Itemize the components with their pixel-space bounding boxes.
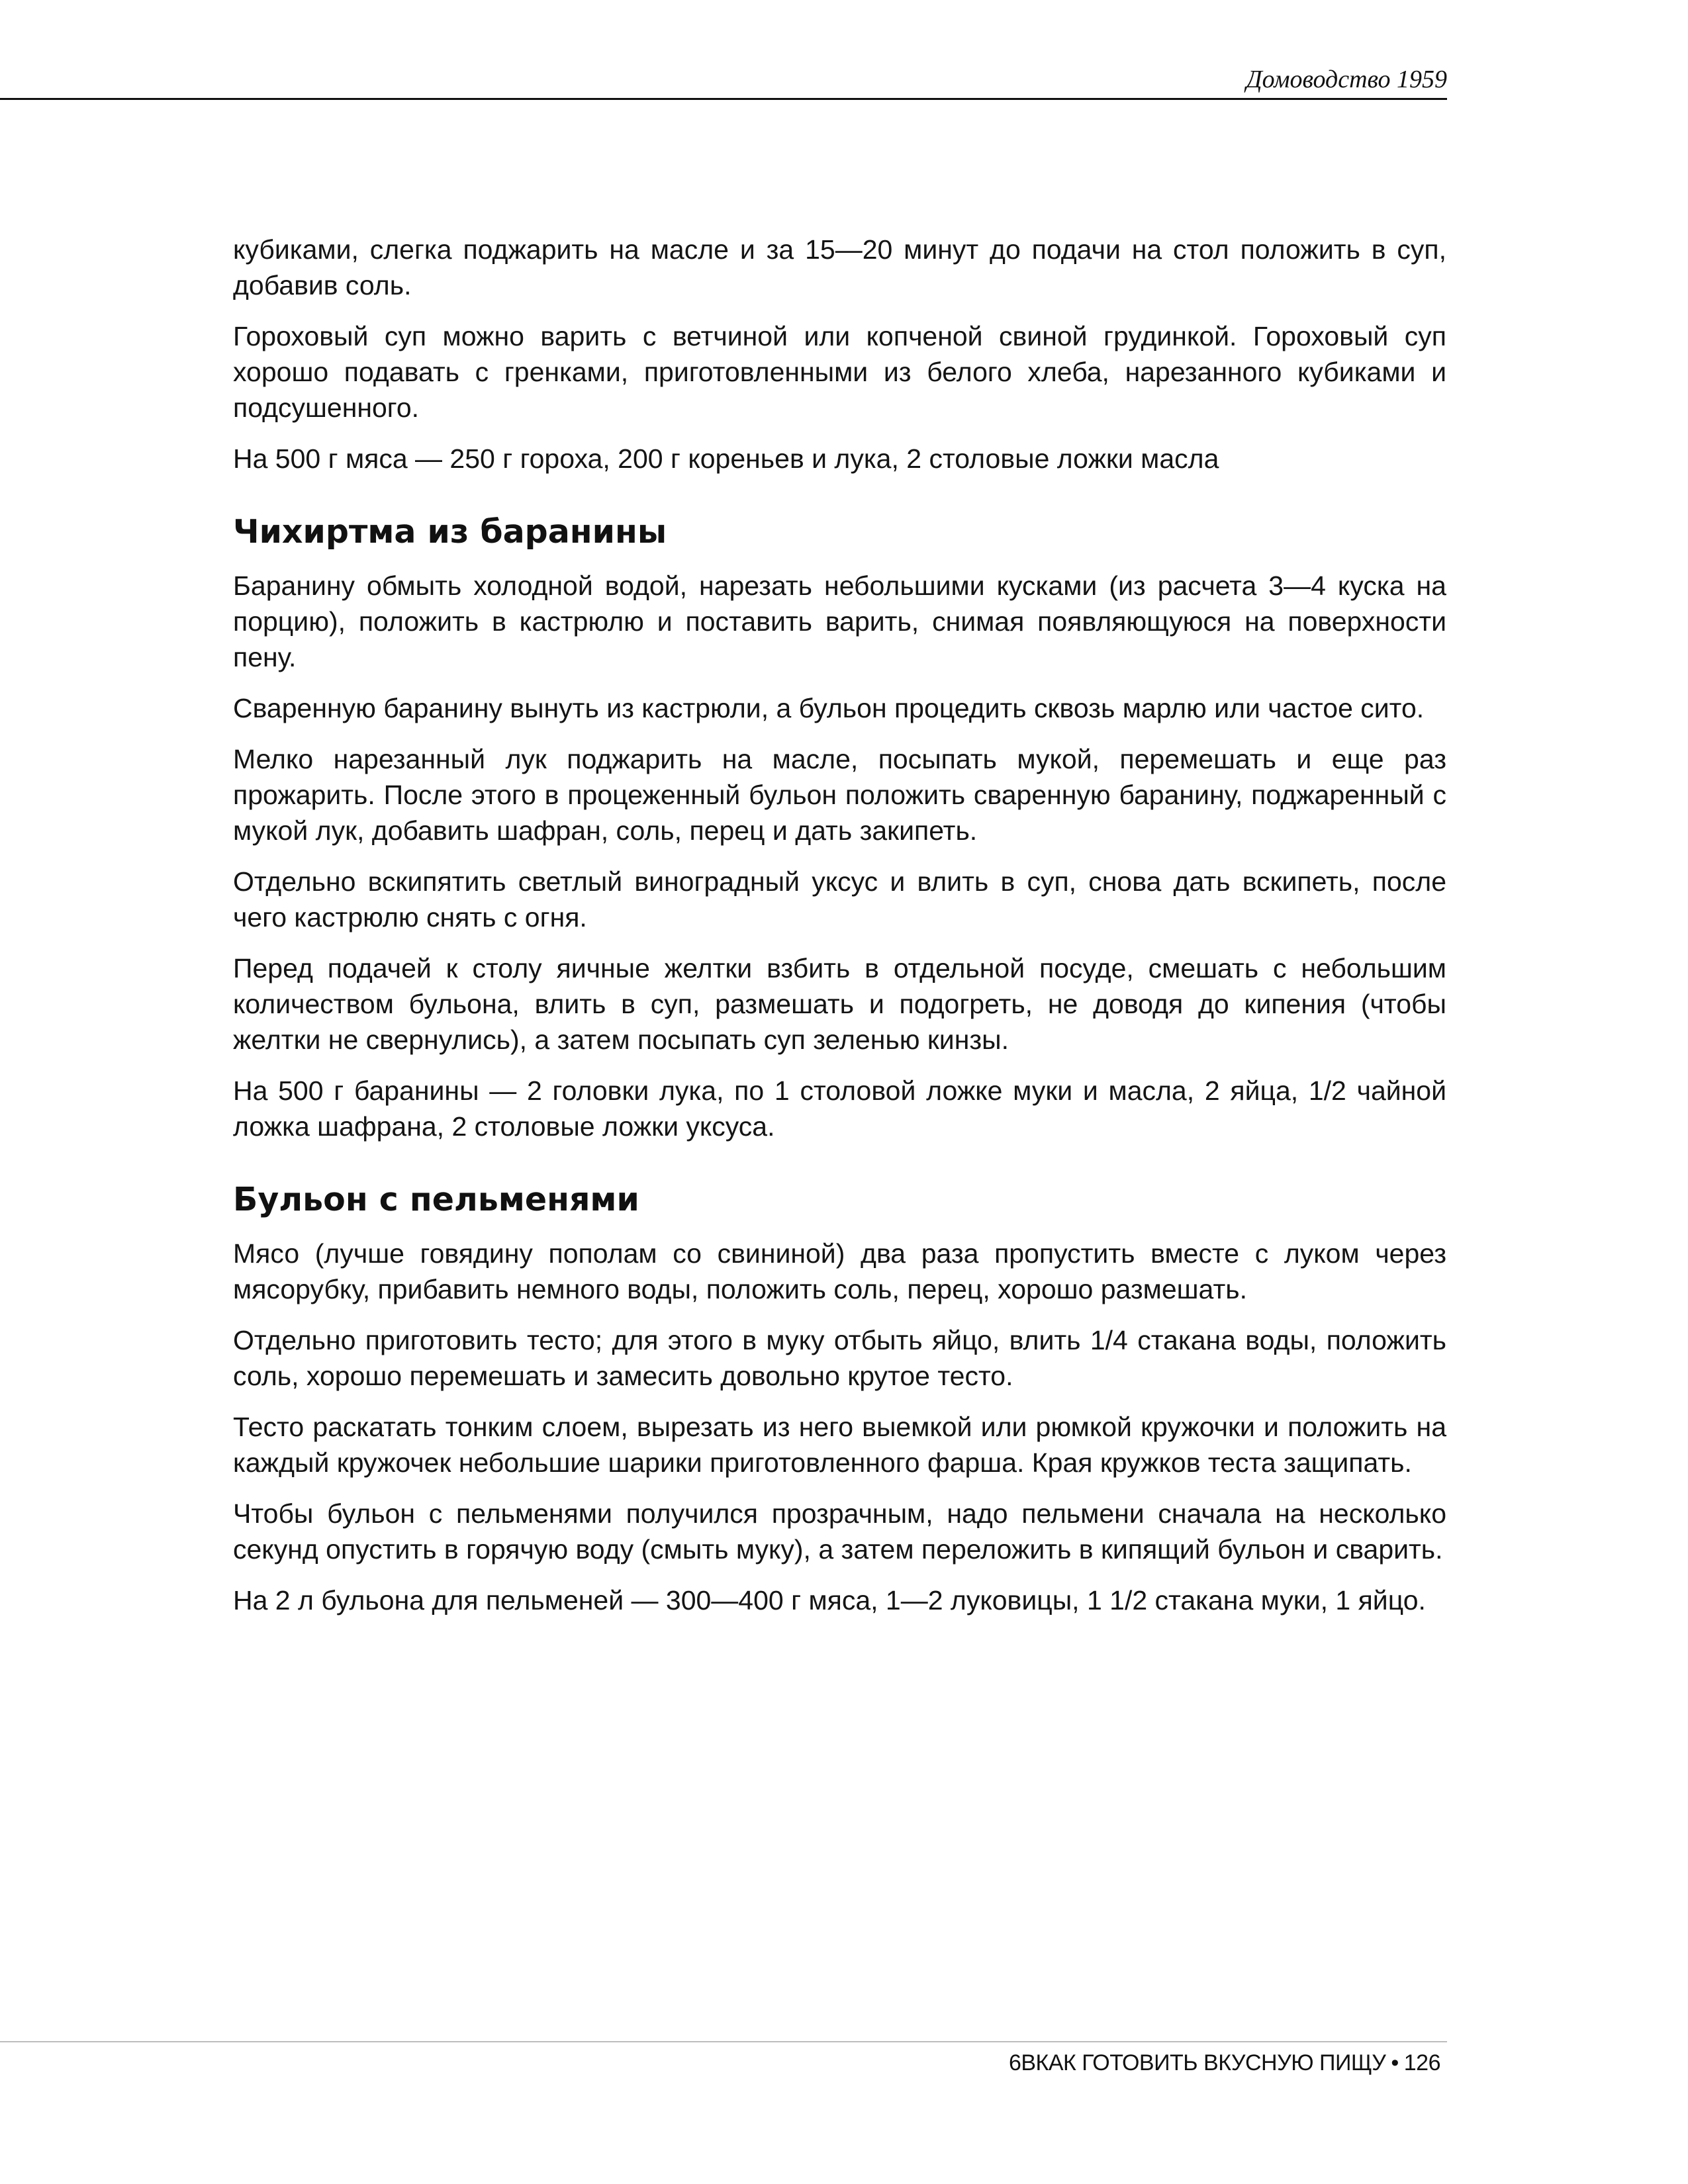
paragraph: кубиками, слегка поджарить на масле и за 15—20 минут до подачи на стол положить в суп, добавив соль. — [233, 234, 1446, 300]
paragraph: Баранину обмыть холодной водой, нарезать небольшими кусками (из расчета 3—4 куска на порцию), положить в кастрюлю и поставить варить, снимая появляющуюся на поверхности пену. — [233, 570, 1446, 672]
footer-bullet: • — [1391, 2050, 1399, 2075]
paragraph: Отдельно приготовить тесто; для этого в муку отбыть яйцо, влить 1/4 стакана воды, положить соль, хорошо перемешать и замесить довольно крутое тесто. — [233, 1325, 1446, 1391]
recipe-title: Чихиртма из баранины — [233, 513, 667, 551]
footer-rule — [0, 2041, 1447, 2042]
recipe-title: Бульон с пельменями — [233, 1181, 639, 1218]
footer-chapter-title: 6ВКАК ГОТОВИТЬ ВКУСНУЮ ПИЩУ — [1008, 2050, 1386, 2075]
running-header-title: Домоводство 1959 — [1246, 66, 1447, 93]
paragraph: Чтобы бульон с пельменями получился прозрачным, надо пельмени сначала на несколько секунд опустить в горячую воду (смыть муку), а затем переложить в кипящий бульон и сварить. — [233, 1498, 1446, 1565]
paragraph: Мясо (лучше говядину пополам со свининой) два раза пропустить вместе с луком через мясорубку, прибавить немного воды, положить соль, перец, хорошо размешать. — [233, 1238, 1446, 1304]
paragraph: Сваренную баранину вынуть из кастрюли, а бульон процедить сквозь марлю или частое сито. — [233, 693, 1425, 723]
ingredients-line: На 2 л бульона для пельменей — 300—400 г мяса, 1—2 луковицы, 1 1/2 стакана муки, 1 яйцо. — [233, 1585, 1426, 1615]
header-rule — [0, 98, 1447, 100]
paragraph: Мелко нарезанный лук поджарить на масле, посыпать мукой, перемешать и еще раз прожарить. После этого в процеженный бульон положить сваренную баранину, поджаренный с мукой лук, добавить шафран, соль, перец и дать закипеть. — [233, 744, 1446, 846]
page-number: 126 — [1403, 2050, 1440, 2075]
page-footer — [1009, 2050, 1440, 2076]
paragraph: Перед подачей к столу яичные желтки взбить в отдельной посуде, смешать с небольшим количеством бульона, влить в суп, размешать и подогреть, не доводя до кипения (чтобы желтки не свернулись), а затем посыпать суп зеленью кинзы. — [233, 953, 1446, 1055]
ingredients-line: На 500 г баранины — 2 головки лука, по 1 столовой ложке муки и масла, 2 яйца, 1/2 чайной ложка шафрана, 2 столовые ложки уксуса. — [233, 1075, 1446, 1142]
paragraph: Отдельно вскипятить светлый виноградный уксус и влить в суп, снова дать вскипеть, после чего кастрюлю снять с огня. — [233, 866, 1446, 933]
paragraph: Гороховый суп можно варить с ветчиной или копченой свиной грудинкой. Гороховый суп хорошо подавать с гренками, приготовленными из белого хлеба, нарезанного кубиками и подсушенного. — [233, 321, 1446, 423]
page-body — [233, 232, 1446, 1633]
paragraph: Тесто раскатать тонким слоем, вырезать из него выемкой или рюмкой кружочки и положить на каждый кружочек небольшие шарики приготовленного фарша. Края кружков теста защипать. — [233, 1412, 1446, 1478]
ingredients-line: На 500 г мяса — 250 г гороха, 200 г кореньев и лука, 2 столовые ложки масла — [233, 443, 1219, 474]
